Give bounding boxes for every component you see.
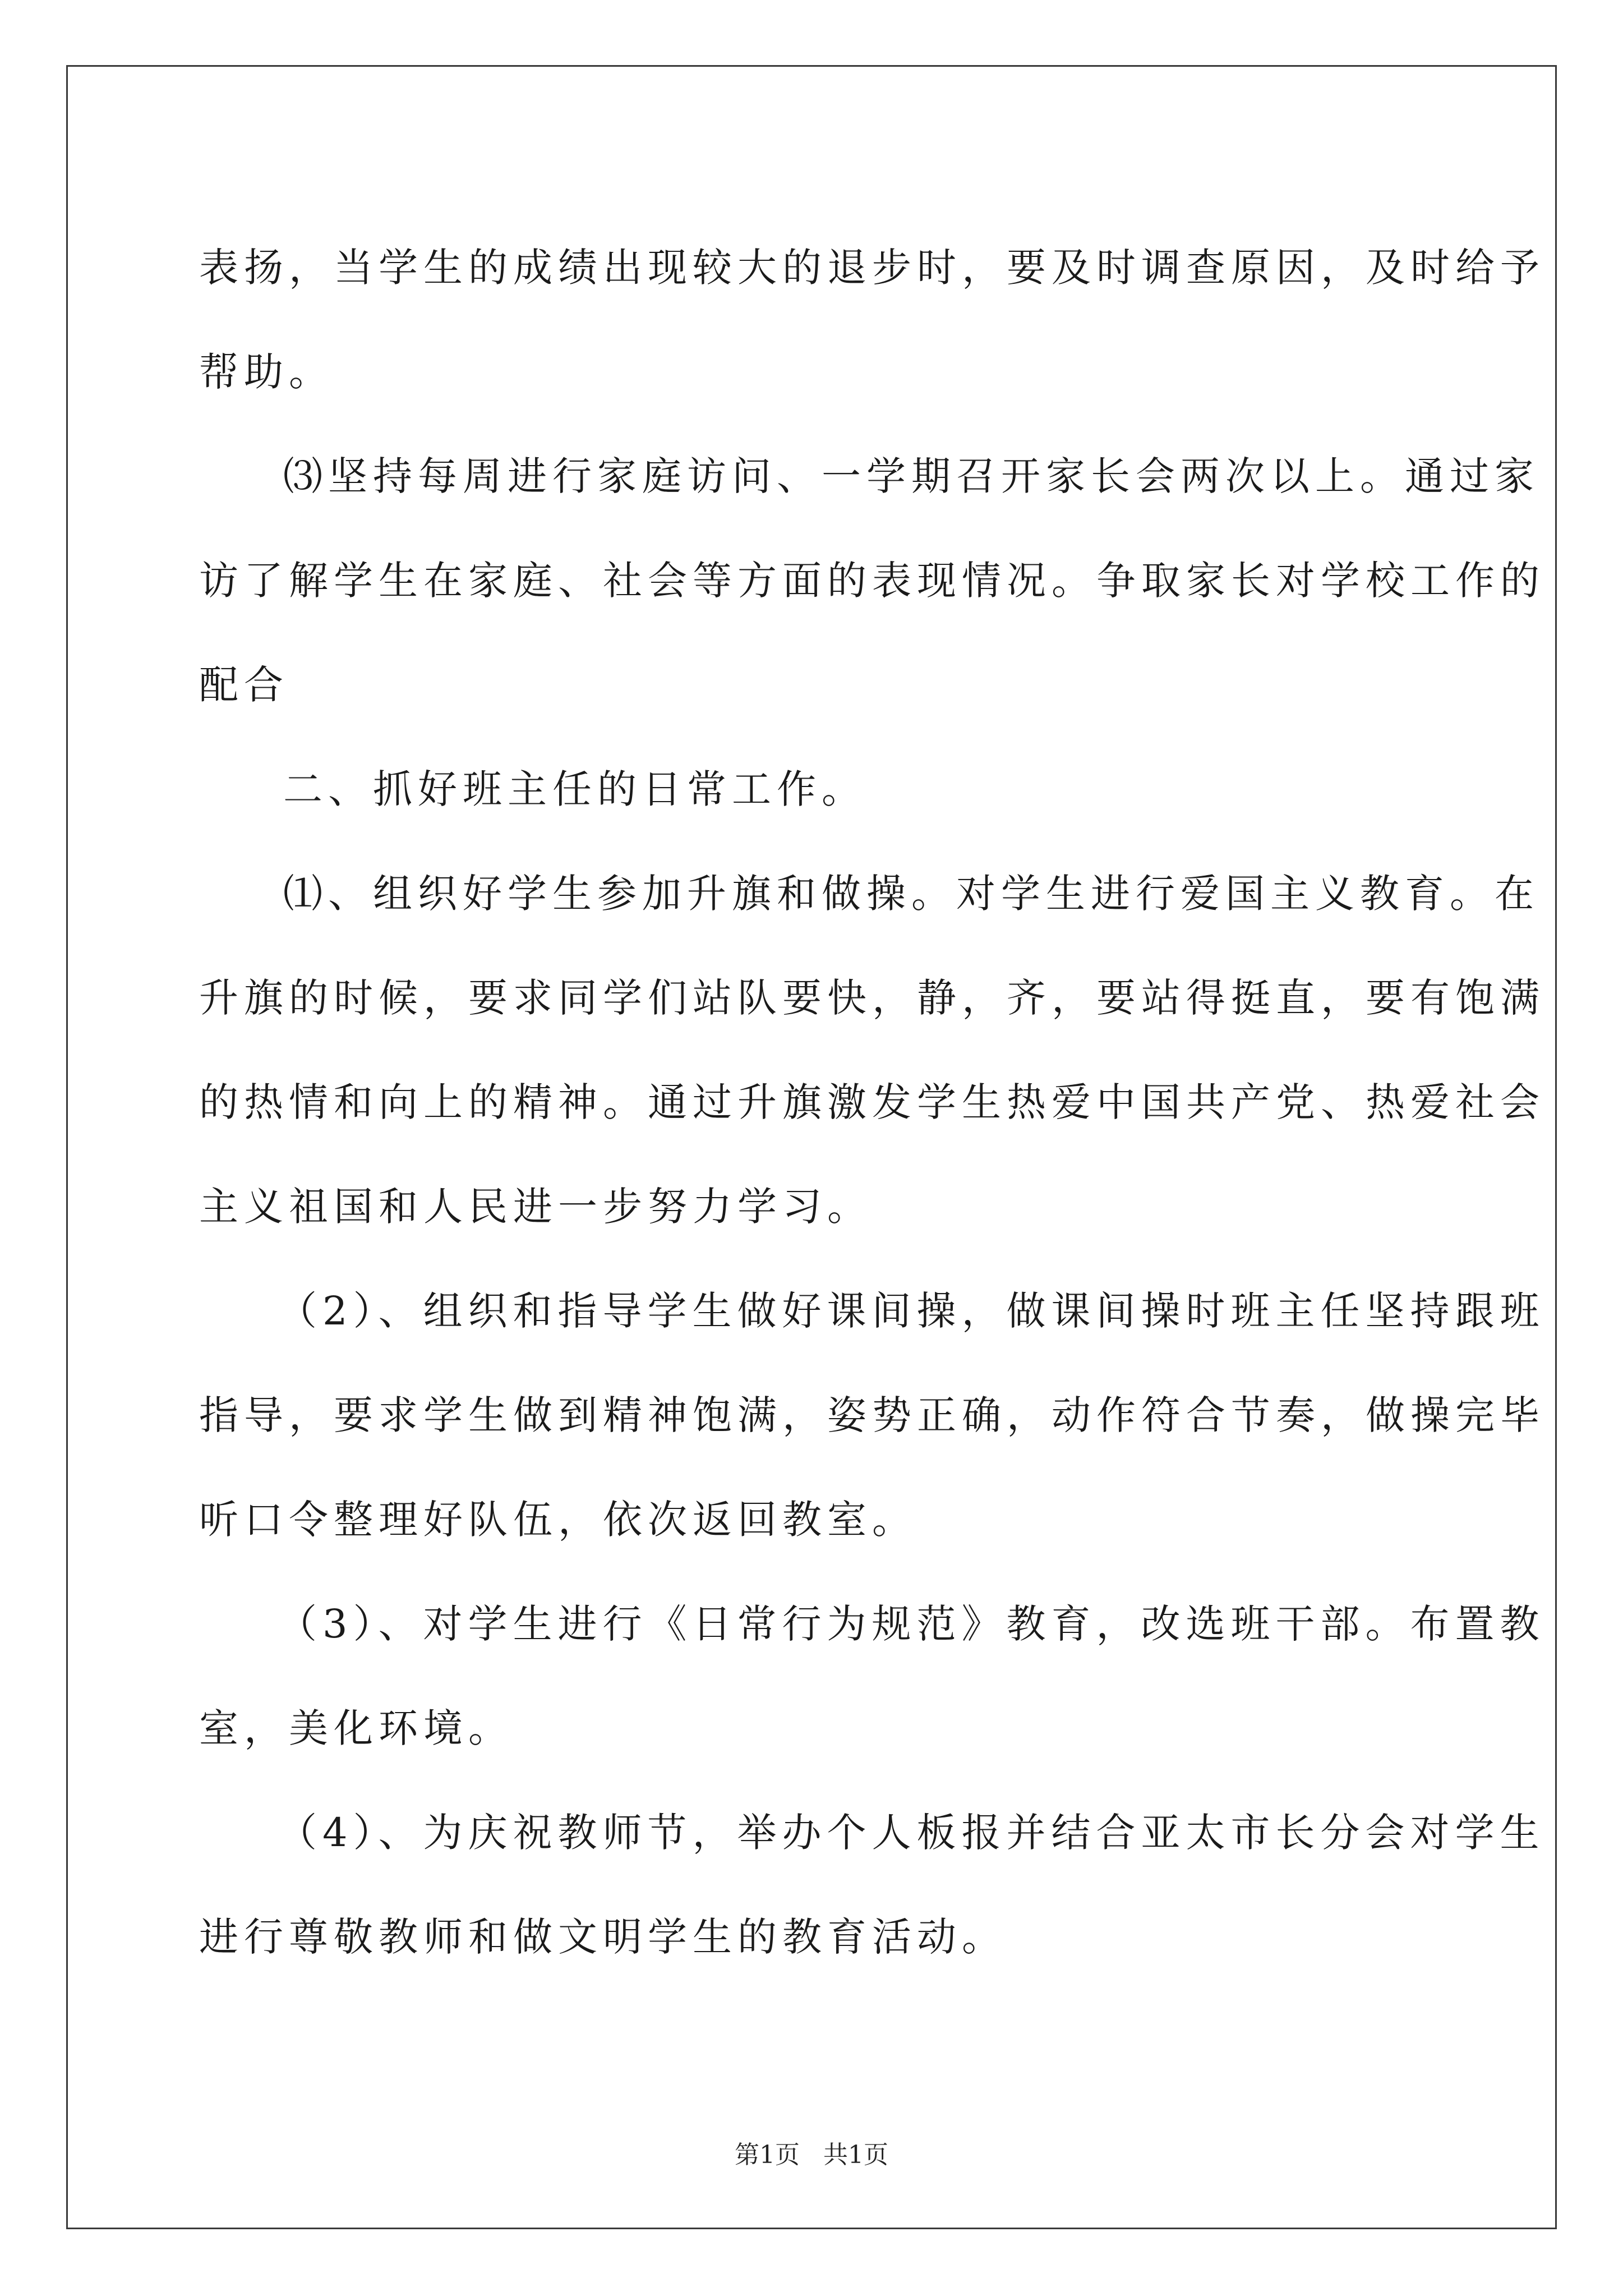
text-line: 进行尊敬教师和做文明学生的教育活动。 (199, 1914, 1007, 1960)
paragraph-5 (199, 1572, 1545, 1780)
text-line: 表扬，当学生的成绩出现较大的退步时，要及时调查原因，及时给予 (199, 245, 1545, 291)
text-line: 访了解学生在家庭、社会等方面的表现情况。争取家长对学校工作的 (199, 558, 1545, 604)
text-line: （3）、对学生进行《日常行为规范》教育，改选班干部。布置教 (278, 1601, 1545, 1647)
page-footer (0, 2134, 1623, 2170)
text-line: ⑶坚持每周进行家庭访问、一学期召开家长会两次以上。通过家 (283, 453, 1539, 499)
section-heading (199, 737, 1422, 841)
text-line: 指导，要求学生做到精神饱满，姿势正确，动作符合节奏，做操完毕 (199, 1392, 1545, 1438)
paragraph-2 (199, 424, 1545, 737)
text-line: 升旗的时候，要求同学们站队要快，静，齐，要站得挺直，要有饱满 (199, 975, 1545, 1021)
text-line: 二、抓好班主任的日常工作。 (283, 766, 866, 812)
text-line: 的热情和向上的精神。通过升旗激发学生热爱中国共产党、热爱社会 (199, 1079, 1545, 1125)
paragraph-3 (199, 841, 1545, 1259)
paragraph-4 (199, 1259, 1545, 1572)
text-line: 室，美化环境。 (199, 1705, 513, 1751)
text-line: ⑴、组织好学生参加升旗和做操。对学生进行爱国主义教育。在 (283, 871, 1539, 917)
text-line: （4）、为庆祝教师节，举办个人板报并结合亚太市长分会对学生 (278, 1810, 1545, 1856)
paragraph-6 (199, 1780, 1545, 1989)
text-line: 主义祖国和人民进一步努力学习。 (199, 1184, 872, 1230)
text-line: 配合 (199, 662, 289, 708)
document-body (199, 215, 1545, 1989)
text-line: （2）、组织和指导学生做好课间操，做课间操时班主任坚持跟班 (278, 1288, 1545, 1334)
text-line: 帮助。 (199, 349, 334, 395)
text-line: 听口令整理好队伍，依次返回教室。 (199, 1497, 917, 1543)
paragraph-1 (199, 215, 1545, 424)
page-number: 第1页 共1页 (735, 2141, 888, 2169)
